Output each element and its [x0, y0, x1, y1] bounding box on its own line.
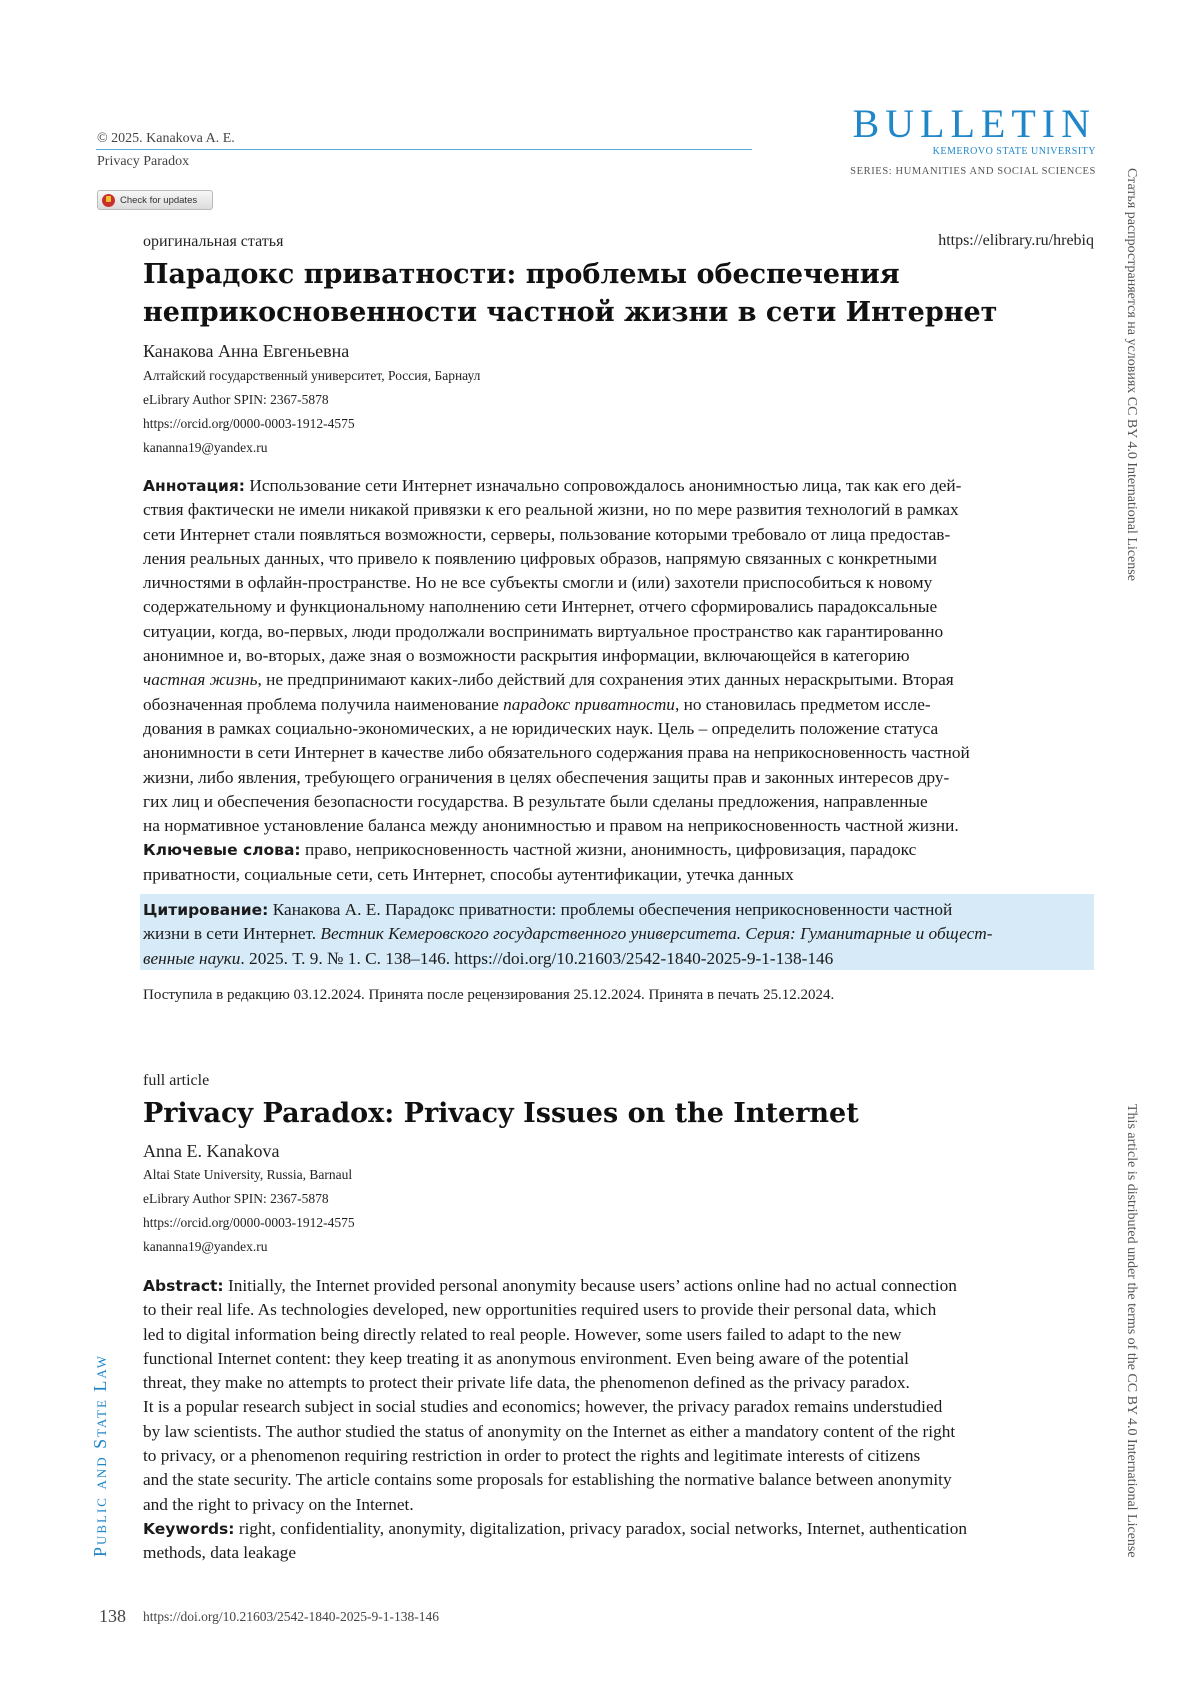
- abstract-ru-line: личностями в офлайн-пространстве. Но не все субъекты смогли и (или) захотели приспособиться к новому: [143, 573, 933, 593]
- abstract-en-line: by law scientists. The author studied the status of anonymity on the Internet as either a mandatory content of the right: [143, 1421, 956, 1441]
- orcid-ru[interactable]: https://orcid.org/0000-0003-1912-4575: [143, 416, 355, 431]
- keywords-label-en: Keywords:: [143, 1519, 235, 1538]
- title-ru: [143, 256, 997, 332]
- citation-text: Канакова А. Е. Парадокс приватности: проблемы обеспечения неприкосновенности частной: [272, 900, 953, 919]
- abstract-en-line: It is a popular research subject in social studies and economics; however, the privacy paradox remains understudied: [143, 1397, 943, 1417]
- abstract-en-line: led to digital information being directly related to real people. However, some users failed to adapt to the new: [143, 1324, 902, 1344]
- abstract-ru-line: анонимное и, во-вторых, даже зная о возможности раскрытия информации, включающейся в категорию: [143, 646, 910, 666]
- abstract-ru-line: [143, 693, 1089, 717]
- journal-subtitle: KEMEROVO STATE UNIVERSITY: [932, 146, 1096, 157]
- title-ru-line-2: неприкосновенности частной жизни в сети Интернет: [143, 297, 998, 328]
- citation-journal: Вестник Кемеровского государственного университета. Серия: Гуманитарные и общест-: [320, 924, 993, 944]
- author-meta-en: [143, 1163, 355, 1259]
- abstract-ru-line: на нормативное установление баланса между анонимностью и правом на неприкосновенность частной жизни.: [143, 816, 959, 836]
- email-ru[interactable]: kananna19@yandex.ru: [143, 440, 268, 455]
- orcid-en[interactable]: https://orcid.org/0000-0003-1912-4575: [143, 1215, 355, 1230]
- title-ru-line-1: Парадокс приватности: проблемы обеспечения: [143, 259, 900, 290]
- abstract-ru-line: жизни, либо явления, требующего ограничения в целях обеспечения защиты прав и законных интересов дру-: [143, 767, 950, 787]
- keywords-ru: [143, 838, 1089, 862]
- check-for-updates-button[interactable]: [97, 190, 213, 210]
- citation-doi: . 2025. Т. 9. № 1. С. 138–146. https://doi.org/10.21603/2542-1840-2025-9-1-138-146: [240, 948, 834, 968]
- crossmark-icon: [102, 194, 115, 207]
- abstract-ru-text: обозначенная проблема получила наименование: [143, 694, 504, 714]
- keywords-ru-line: приватности, социальные сети, сеть Интернет, способы аутентификации, утечка данных: [143, 864, 794, 884]
- abstract-ru-line: гих лиц и обеспечения безопасности государства. В результате были сделаны предложения, направленные: [143, 791, 928, 811]
- affiliation-ru: Алтайский государственный университет, Россия, Барнаул: [143, 368, 481, 383]
- journal-section-vertical: Public and State Law: [90, 1354, 110, 1558]
- abstract-ru-line: ления реальных данных, что привело к появлению цифровых образов, напрямую связанных с конкретными: [143, 548, 937, 568]
- abstract-ru-line: ствия фактически не имели никакой привязки к его реальной жизни, но по мере развития технологий в рамках: [143, 500, 959, 520]
- check-for-updates-label: Check for updates: [120, 194, 198, 206]
- abstract-en-line: and the right to privacy on the Internet.: [143, 1494, 414, 1514]
- header-rule: [96, 149, 752, 150]
- abstract-ru-line: ситуации, когда, во-первых, люди продолжали воспринимать виртуальное пространство как гарантированно: [143, 621, 944, 641]
- abstract-ru-italic: парадокс приватности: [503, 694, 675, 714]
- keywords-en-text: right, confidentiality, anonymity, digitalization, privacy paradox, social networks, Internet, authentication: [238, 1518, 967, 1538]
- abstract-en-line: threat, they make no attempts to protect their private life data, the phenomenon defined as the privacy paradox.: [143, 1373, 910, 1393]
- copyright: © 2025. Kanakova A. E.: [97, 131, 235, 146]
- abstract-ru-line: [143, 668, 1089, 692]
- running-title: Privacy Paradox: [97, 154, 190, 169]
- abstract-en-line: to privacy, or a phenomenon requiring restriction in order to protect the rights and legitimate interests of citizens: [143, 1446, 921, 1466]
- abstract-ru-line: содержательному и функциональному наполнению сети Интернет, отчего сформировались парадоксальные: [143, 597, 938, 617]
- abstract-ru-line: анонимности в сети Интернет в качестве либо обязательного содержания права на неприкосновенность частной: [143, 743, 970, 763]
- citation-ru: [143, 898, 1089, 971]
- journal-title: BULLETIN: [852, 101, 1096, 146]
- abstract-ru: [143, 474, 1089, 887]
- footer-doi[interactable]: https://doi.org/10.21603/2542-1840-2025-9-1-138-146: [143, 1609, 439, 1624]
- abstract-en-line: and the state security. The article contains some proposals for establishing the normative balance between anonymity: [143, 1470, 952, 1490]
- keywords-label-ru: Ключевые слова:: [143, 841, 301, 860]
- abstract-ru-italic: частная жизнь: [143, 670, 258, 690]
- abstract-label-en: Abstract:: [143, 1277, 224, 1295]
- abstract-ru-text: , не предпринимают каких-либо действий для сохранения этих данных нераскрытыми. Вторая: [257, 670, 954, 690]
- abstract-en-line: functional Internet content: they keep treating it as anonymous environment. Even being aware of the potential: [143, 1348, 909, 1368]
- citation-text: жизни в сети Интернет.: [143, 924, 321, 944]
- journal-series: SERIES: HUMANITIES AND SOCIAL SCIENCES: [850, 166, 1096, 177]
- spin-ru: eLibrary Author SPIN: 2367-5878: [143, 392, 329, 407]
- license-vertical-ru: Статья распространяется на условиях CC BY 4.0 International License: [1124, 168, 1139, 581]
- journal-logo: [796, 101, 1096, 177]
- spin-en: eLibrary Author SPIN: 2367-5878: [143, 1191, 329, 1206]
- abstract-ru-line: дования в рамках социально-экономических, а не юридических наук. Цель – определить положение статуса: [143, 718, 939, 738]
- abstract-ru-text: , но становилась предметом иссле-: [674, 694, 931, 714]
- abstract-ru-line: Использование сети Интернет изначально сопровождалось анонимностью лица, так как его дей-: [249, 476, 962, 495]
- citation-journal: венные науки: [143, 948, 241, 968]
- keywords-en-line: methods, data leakage: [143, 1543, 297, 1563]
- elibrary-link[interactable]: https://elibrary.ru/hrebiq: [938, 232, 1094, 249]
- article-type-ru: оригинальная статья: [143, 233, 284, 250]
- email-en[interactable]: kananna19@yandex.ru: [143, 1239, 268, 1254]
- keywords-en: [143, 1517, 1089, 1541]
- abstract-en: [143, 1274, 1089, 1566]
- keywords-ru-text: право, неприкосновенность частной жизни, анонимность, цифровизация, парадокс: [304, 840, 917, 860]
- abstract-ru-line: сети Интернет стали появляться возможности, серверы, пользование которыми требовало от лица предостав-: [143, 524, 951, 544]
- author-ru: Канакова Анна Евгеньевна: [143, 341, 350, 361]
- affiliation-en: Altai State University, Russia, Barnaul: [143, 1167, 353, 1182]
- article-type-en: full article: [143, 1072, 210, 1089]
- author-en: Anna E. Kanakova: [143, 1141, 280, 1161]
- license-vertical-en: This article is distributed under the terms of the CC BY 4.0 International License: [1124, 1104, 1139, 1558]
- page-number: 138: [99, 1606, 126, 1626]
- abstract-en-line: to their real life. As technologies developed, new opportunities required users to provide their personal data, which: [143, 1300, 937, 1320]
- abstract-en-text: Initially, the Internet provided personal anonymity because users’ actions online had no actual connection: [227, 1276, 957, 1295]
- author-meta-ru: [143, 364, 480, 460]
- abstract-label-ru: Аннотация:: [143, 477, 246, 495]
- title-en: Privacy Paradox: Privacy Issues on the Internet: [143, 1098, 859, 1129]
- citation-label: Цитирование:: [143, 901, 269, 919]
- received-dates: Поступила в редакцию 03.12.2024. Принята после рецензирования 25.12.2024. Принята в печать 25.12.2024.: [143, 987, 835, 1003]
